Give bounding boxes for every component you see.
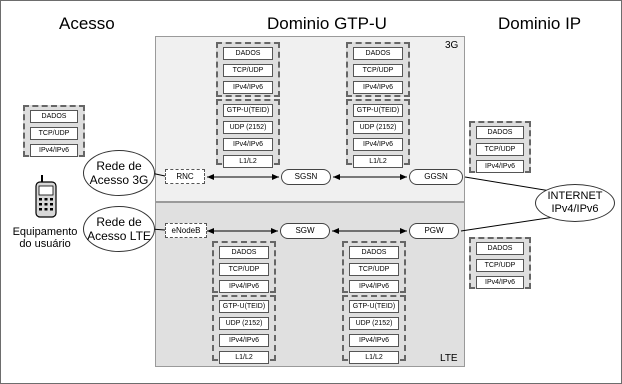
3g-region-tag: 3G — [445, 40, 459, 51]
protocol-stack-ggsn-app — [346, 42, 410, 97]
stack-layer: IPv4/IPv6 — [353, 81, 403, 94]
stack-layer: DADOS — [219, 246, 269, 259]
rnc-access-network-node: Rede de Acesso 3G — [83, 150, 155, 196]
enodeb-node: eNodeB — [165, 223, 207, 238]
gtp-domain-heading: Dominio GTP-U — [267, 14, 387, 33]
stack-layer: GTP-U(TEID) — [349, 300, 399, 313]
stack-layer: TCP/UDP — [353, 64, 403, 77]
internet-node: INTERNET IPv4/IPv6 — [535, 184, 615, 222]
stack-layer: IPv4/IPv6 — [219, 280, 269, 293]
protocol-stack-sgw-tunnel — [212, 295, 276, 361]
stack-layer: DADOS — [30, 110, 78, 123]
protocol-stack-sgsn-tunnel — [216, 99, 280, 165]
stack-layer: IPv4/IPv6 — [219, 334, 269, 347]
lte-region-tag: LTE — [440, 353, 458, 364]
lte-access-network-node: Rede de Acesso LTE — [83, 206, 155, 252]
stack-layer: DADOS — [476, 242, 524, 255]
access-heading: Acesso — [59, 14, 115, 33]
rnc-node: RNC — [165, 169, 205, 184]
stack-layer: DADOS — [476, 126, 524, 139]
stack-layer: IPv4/IPv6 — [349, 334, 399, 347]
user-equipment-label: Equipamento do usuário — [12, 226, 78, 250]
stack-layer: GTP-U(TEID) — [223, 104, 273, 117]
connection-lines — [1, 1, 622, 384]
stack-layer: TCP/UDP — [349, 263, 399, 276]
pgw-node: PGW — [409, 223, 459, 239]
stack-layer: TCP/UDP — [476, 259, 524, 272]
stack-layer: UDP (2152) — [219, 317, 269, 330]
stack-layer: L1/L2 — [353, 155, 403, 168]
stack-layer: IPv4/IPv6 — [476, 276, 524, 289]
stack-layer: L1/L2 — [349, 351, 399, 364]
sgw-node: SGW — [280, 223, 330, 239]
protocol-stack-sgw-app — [212, 241, 276, 293]
protocol-stack-pgw-tunnel — [342, 295, 406, 361]
stack-layer: L1/L2 — [219, 351, 269, 364]
protocol-stack-ggsn-tunnel — [346, 99, 410, 165]
stack-layer: UDP (2152) — [353, 121, 403, 134]
stack-layer: UDP (2152) — [349, 317, 399, 330]
protocol-stack-user — [23, 105, 85, 157]
stack-layer: IPv4/IPv6 — [30, 144, 78, 157]
stack-layer: DADOS — [353, 47, 403, 60]
protocol-stack-ip-3g — [469, 121, 531, 173]
protocol-stack-pgw-app — [342, 241, 406, 293]
protocol-stack-ip-lte — [469, 237, 531, 289]
protocol-stack-sgsn-app — [216, 42, 280, 97]
stack-layer: GTP-U(TEID) — [353, 104, 403, 117]
stack-layer: DADOS — [223, 47, 273, 60]
stack-layer: TCP/UDP — [476, 143, 524, 156]
stack-layer: IPv4/IPv6 — [476, 160, 524, 173]
stack-layer: UDP (2152) — [223, 121, 273, 134]
ggsn-node: GGSN — [409, 169, 463, 185]
stack-layer: GTP-U(TEID) — [219, 300, 269, 313]
stack-layer: L1/L2 — [223, 155, 273, 168]
stack-layer: TCP/UDP — [219, 263, 269, 276]
ip-domain-heading: Dominio IP — [498, 14, 582, 33]
stack-layer: IPv4/IPv6 — [223, 138, 273, 151]
stack-layer: IPv4/IPv6 — [349, 280, 399, 293]
mobile-phone-icon — [34, 173, 58, 219]
stack-layer: TCP/UDP — [30, 127, 78, 140]
stack-layer: IPv4/IPv6 — [223, 81, 273, 94]
stack-layer: TCP/UDP — [223, 64, 273, 77]
stack-layer: DADOS — [349, 246, 399, 259]
stack-layer: IPv4/IPv6 — [353, 138, 403, 151]
sgsn-node: SGSN — [281, 169, 331, 185]
